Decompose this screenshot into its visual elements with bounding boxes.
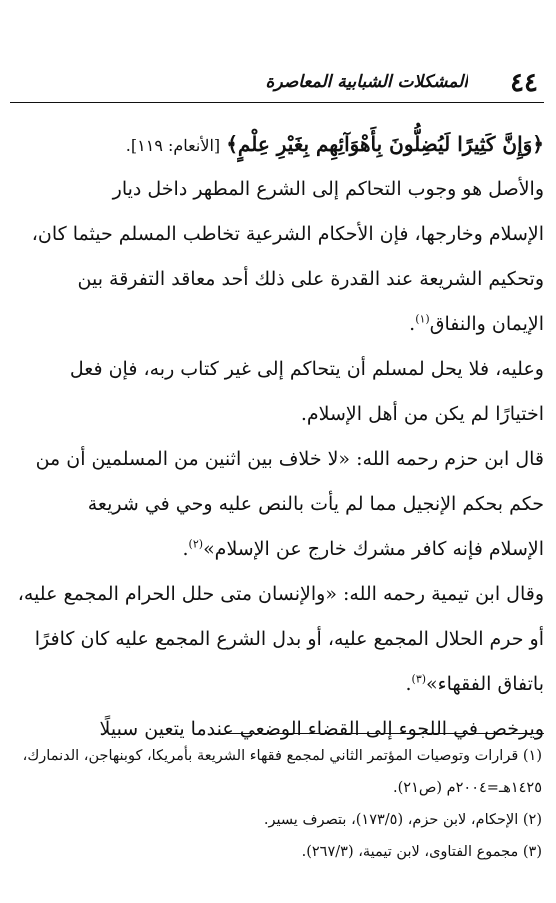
text-line: وعليه، فلا يحل لمسلم أن يتحاكم إلى غير كتاب ربه، فإن فعل — [69, 358, 544, 380]
quran-verse: ﴿وَإِنَّ كَثِيرًا لَيُضِلُّونَ بِأَهْوَآئِهِم بِغَيْرِ عِلْمٍ﴾ — [226, 132, 544, 156]
text-line: اختيارًا لم يكن من أهل الإسلام. — [300, 403, 544, 425]
text-line: وتحكيم الشريعة عند القدرة على ذلك أحد معاقد التفرقة بين — [77, 268, 544, 290]
footnote-marker[interactable]: (٣) — [411, 672, 427, 686]
quran-verse-line — [12, 122, 544, 167]
running-title: المشكلات الشبابية المعاصرة — [265, 72, 468, 92]
text-line: حكم بحكم الإنجيل مما لم يأت بالنص عليه وحي في شريعة — [87, 493, 544, 515]
verse-reference: [الأنعام: ١١٩]. — [125, 136, 221, 155]
text-line: أو حرم الحلال المجمع عليه، أو بدل الشرع المجمع عليه كان كافرًا — [34, 628, 544, 650]
header-rule — [10, 102, 544, 103]
text-line: باتفاق الفقهاء»$^{(٣)}$. — [405, 672, 544, 695]
page-number: ٤٤ — [510, 68, 538, 98]
text-line: الإسلام فإنه كافر مشرك خارج عن الإسلام»$^{(٢)}$. — [182, 537, 544, 560]
footnote-separator — [214, 733, 544, 734]
text-line: قال ابن حزم رحمه الله: «لا خلاف بين اثنين من المسلمين أن من — [35, 448, 544, 470]
footnote-1: (١) قرارات وتوصيات المؤتمر الثاني لمجمع فقهاء الشريعة بأمريكا، كوبنهاجن، الدنمارك، — [22, 748, 542, 764]
text-line: وقال ابن تيمية رحمه الله: «والإنسان متى حلل الحرام المجمع عليه، — [17, 583, 544, 605]
footnote-1-continued: ١٤٢٥هـ=٢٠٠٤م (ص٢١). — [393, 780, 542, 796]
footnote-3: (٣) مجموع الفتاوى، لابن تيمية، (٢٦٧/٣). — [301, 844, 542, 860]
footnotes — [10, 740, 542, 868]
main-text — [12, 122, 544, 752]
text-line: الإسلام وخارجها، فإن الأحكام الشرعية تخاطب المسلم حيثما كان، — [31, 223, 544, 245]
text-line: والأصل هو وجوب التحاكم إلى الشرع المطهر داخل ديار — [112, 178, 544, 200]
text-fragment: الإيمان والنفاق — [429, 313, 544, 335]
text-fragment: الإسلام فإنه كافر مشرك خارج عن الإسلام» — [203, 538, 544, 560]
page-header — [10, 64, 544, 104]
text-line: الإيمان والنفاق$^{(١)}$. — [409, 312, 544, 335]
footnote-marker[interactable]: (١) — [415, 312, 430, 326]
text-fragment: باتفاق الفقهاء» — [426, 673, 544, 695]
footnote-marker[interactable]: (٢) — [188, 537, 204, 551]
text-line: ويرخص في اللجوء إلى القضاء الوضعي عندما يتعين سبيلًا — [99, 718, 544, 740]
footnote-2: (٢) الإحكام، لابن حزم، (١٧٣/٥)، بتصرف يسير. — [263, 812, 542, 828]
